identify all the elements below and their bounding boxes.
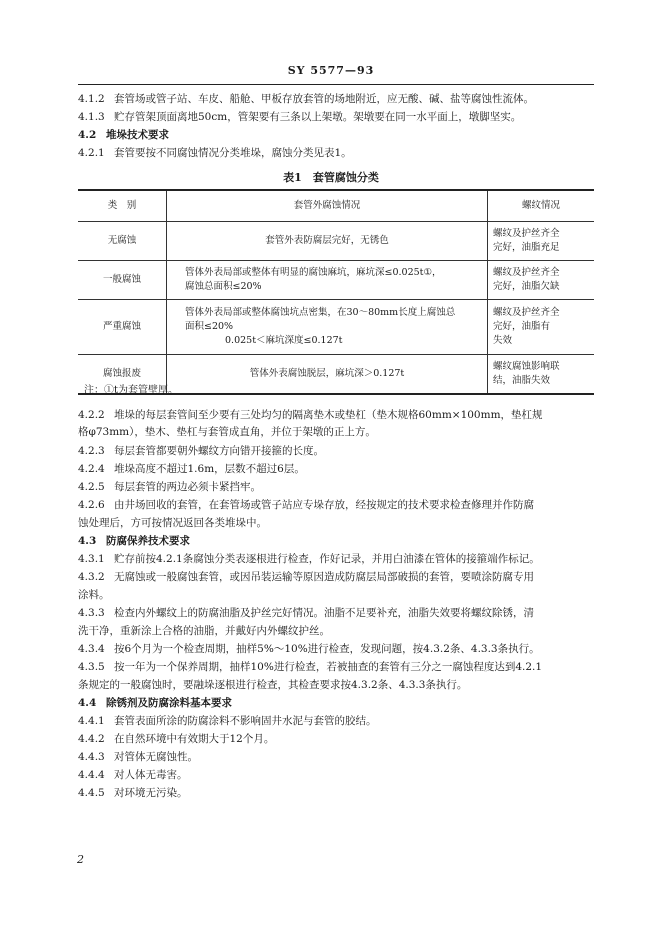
clause-number: 4.4.2	[78, 733, 105, 745]
clause-text: 对管体无腐蚀性。	[114, 751, 198, 763]
section-title: 防腐保养技术要求	[106, 535, 190, 547]
cell-line: 螺纹及护丝齐全	[493, 267, 560, 278]
clause-text: 套管要按不同腐蚀情况分类堆垛，腐蚀分类见表1。	[114, 147, 352, 159]
cell-line: 管体外表局部或整体有明显的腐蚀麻坑，麻坑深≤0.025t①，	[185, 267, 442, 278]
clause-number: 4.1.3	[78, 111, 105, 123]
clause-number: 4.3.4	[78, 643, 105, 655]
clause-number: 4.4.3	[78, 751, 105, 763]
paragraph-4-4-4	[78, 768, 594, 782]
clause-text: 每层套管都要朝外螺纹方向错开接箍的长度。	[114, 445, 324, 457]
clause-text: 无腐蚀或一般腐蚀套管，或因吊装运输等原因造成防腐层局部破损的套管，要喷涂防腐专用	[114, 571, 534, 583]
clause-number: 4.4.4	[78, 769, 105, 781]
cell-line: 螺纹及护丝齐全	[493, 228, 560, 239]
clause-number: 4.3.2	[78, 571, 105, 583]
header-thread: 螺纹情况	[488, 190, 595, 222]
clause-text: 贮存管架顶面离地50cm，管架要有三条以上架墩。架墩要在同一水平面上，墩脚坚实。	[114, 111, 522, 123]
corrosion-classification-table	[78, 189, 594, 395]
section-heading-4-3	[78, 534, 594, 548]
paragraph-4-3-5-line-2: 条规定的一般腐蚀时，要融垛逐根进行检查，其检查要求按4.3.2条、4.3.3条执行。	[78, 679, 468, 691]
cell-thread	[488, 222, 595, 261]
clause-text: 贮存前按4.2.1条腐蚀分类表逐根进行检查，作好记录，并用白油漆在管体的接箍端作标记。	[114, 553, 540, 565]
section-number: 4.4	[78, 697, 97, 709]
section-number: 4.3	[78, 535, 97, 547]
clause-number: 4.4.1	[78, 715, 105, 727]
clause-text: 对人体无毒害。	[114, 769, 188, 781]
page-number: 2	[77, 853, 84, 866]
paragraph-4-2-2-line-2: 格φ73mm），垫木、垫杠与套管成直角，并位于架墩的正上方。	[78, 426, 376, 438]
clause-number: 4.2.5	[78, 481, 105, 493]
paragraph-4-4-2	[78, 732, 594, 746]
table-note: 注：①t为套管壁厚。	[84, 385, 179, 396]
clause-text: 按一年为一个保养周期，抽样10%进行检查，若被抽查的套管有三分之一腐蚀程度达到4.2.1	[114, 661, 543, 673]
cell-line: 完好，油脂欠缺	[493, 281, 560, 292]
cell-line: 螺纹腐蚀影响联	[493, 361, 560, 372]
paragraph-4-3-5-line-1	[78, 660, 594, 674]
paragraph-4-2-4	[78, 462, 594, 476]
header-category: 类 别	[78, 190, 167, 222]
cell-line: 腐蚀总面积≤20%	[185, 281, 262, 292]
paragraph-4-4-3	[78, 750, 594, 764]
section-title: 堆垛技术要求	[106, 129, 169, 141]
clause-text: 堆垛高度不超过1.6m，层数不超过6层。	[114, 463, 305, 475]
paragraph-4-2-6-line-1	[78, 498, 594, 512]
clause-text: 套管表面所涂的防腐涂料不影响固井水泥与套管的胶结。	[114, 715, 377, 727]
paragraph-4-3-3-line-1	[78, 606, 594, 620]
clause-number: 4.2.6	[78, 499, 105, 511]
header-rule	[78, 84, 594, 85]
cell-category: 严重腐蚀	[78, 300, 167, 355]
cell-exterior	[167, 261, 488, 300]
clause-number: 4.1.2	[78, 93, 105, 105]
paragraph-4-2-6-line-2: 蚀处理后，方可按情况返回各类堆垛中。	[78, 517, 267, 529]
cell-category: 腐蚀报废	[78, 355, 167, 395]
clause-number: 4.2.3	[78, 445, 105, 457]
header-exterior: 套管外腐蚀情况	[167, 190, 488, 222]
clause-text: 堆垛的每层套管间至少要有三处均匀的隔离垫木或垫杠（垫木规格60mm×100mm，垫杠规	[114, 409, 543, 421]
table-row	[78, 300, 594, 355]
clause-number: 4.2.4	[78, 463, 105, 475]
paragraph-4-2-2-line-1	[78, 408, 594, 422]
clause-text: 对环境无污染。	[114, 787, 188, 799]
section-heading-4-2	[78, 128, 594, 142]
cell-line: 管体外表腐蚀脱层，麻坑深＞0.127t	[249, 368, 405, 379]
cell-line: 套管外表防腐层完好，无锈色	[265, 235, 389, 246]
clause-number: 4.3.3	[78, 607, 105, 619]
paragraph-4-1-3	[78, 110, 594, 124]
table-row	[78, 222, 594, 261]
cell-line: 螺纹及护丝齐全	[493, 307, 560, 318]
clause-number: 4.4.5	[78, 787, 105, 799]
cell-exterior	[167, 355, 488, 395]
paragraph-4-3-2-line-2: 涂料。	[78, 589, 110, 601]
cell-category: 一般腐蚀	[78, 261, 167, 300]
section-number: 4.2	[78, 129, 97, 141]
clause-number: 4.3.5	[78, 661, 105, 673]
paragraph-4-3-2-line-1	[78, 570, 594, 584]
clause-text: 按6个月为一个检查周期，抽样5%～10%进行检查，发现问题，按4.3.2条、4.3.3条执行。	[114, 643, 540, 655]
cell-line: 面积≤20%	[185, 321, 234, 332]
clause-number: 4.2.1	[78, 147, 105, 159]
paragraph-4-4-5	[78, 786, 594, 800]
table-header-row	[78, 190, 594, 222]
section-heading-4-4	[78, 696, 594, 710]
clause-text: 检查内外螺纹上的防腐油脂及护丝完好情况。油脂不足要补充，油脂失效要将螺纹除锈，清	[114, 607, 534, 619]
cell-thread	[488, 300, 595, 355]
cell-thread	[488, 261, 595, 300]
clause-text: 由井场回收的套管，在套管场或管子站应专垛存放，经按规定的技术要求检查修理并作防腐	[114, 499, 534, 511]
paragraph-4-1-2	[78, 92, 594, 106]
cell-exterior	[167, 300, 488, 355]
cell-line: 完好，油脂有	[493, 321, 551, 332]
cell-line: 0.025t＜麻坑深度≤0.127t	[225, 335, 343, 346]
cell-line: 结，油脂失效	[493, 375, 551, 386]
clause-number: 4.2.2	[78, 409, 105, 421]
clause-text: 在自然环境中有效期大于12个月。	[114, 733, 275, 745]
paragraph-4-3-3-line-2: 洗干净，重新涂上合格的油脂，并戴好内外螺纹护丝。	[78, 625, 330, 637]
table-caption: 表1 套管腐蚀分类	[283, 171, 379, 184]
table-row	[78, 261, 594, 300]
paragraph-4-2-5	[78, 480, 594, 494]
cell-exterior	[167, 222, 488, 261]
cell-line: 失效	[493, 335, 513, 346]
paragraph-4-2-1	[78, 146, 594, 160]
cell-line: 完好，油脂充足	[493, 242, 560, 253]
clause-number: 4.3.1	[78, 553, 105, 565]
paragraph-4-2-3	[78, 444, 594, 458]
cell-line: 管体外表局部或整体腐蚀坑点密集，在30～80mm长度上腐蚀总	[185, 307, 456, 318]
standard-code-header: SY 5577—93	[287, 64, 375, 77]
cell-thread	[488, 355, 595, 395]
clause-text: 每层套管的两边必须卡紧挡牢。	[114, 481, 261, 493]
paragraph-4-4-1	[78, 714, 594, 728]
cell-category: 无腐蚀	[78, 222, 167, 261]
clause-text: 套管场或管子站、车皮、船舱、甲板存放套管的场地附近，应无酸、碱、盐等腐蚀性流体。	[114, 93, 534, 105]
section-title: 除锈剂及防腐涂料基本要求	[106, 697, 232, 709]
paragraph-4-3-4	[78, 642, 594, 656]
paragraph-4-3-1	[78, 552, 594, 566]
